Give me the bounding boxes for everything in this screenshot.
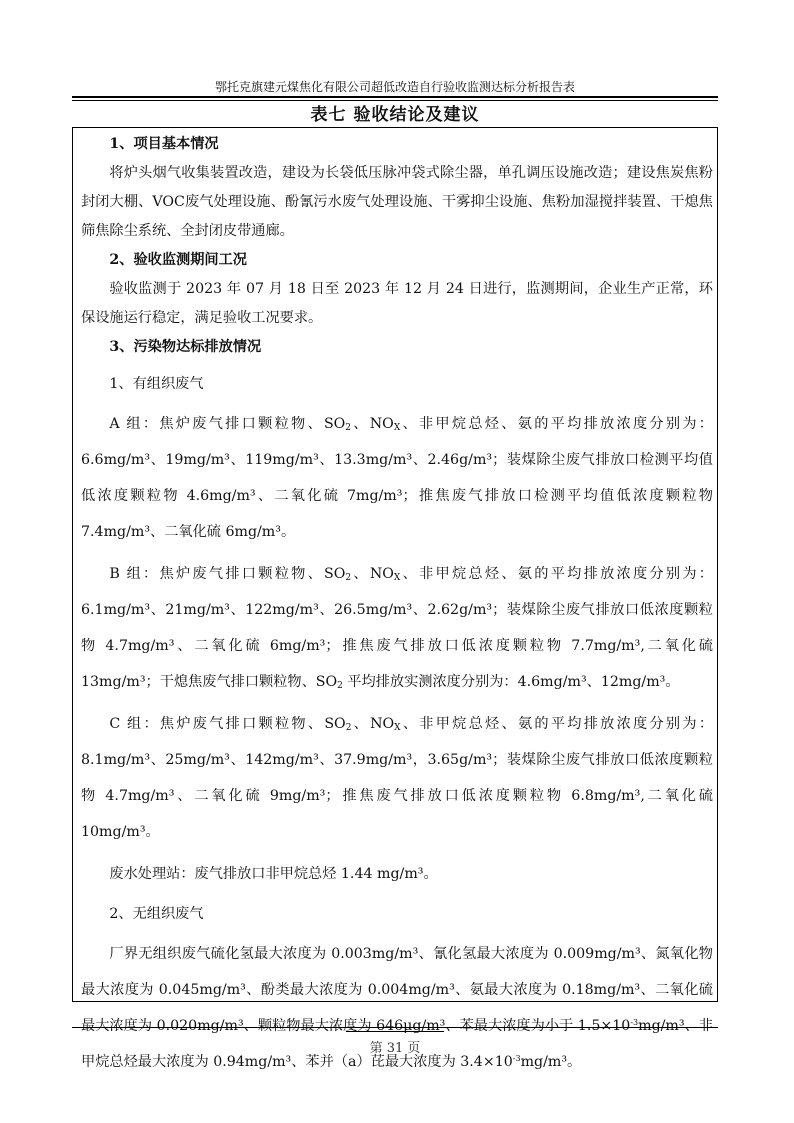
fugitive-emission-paragraph: 厂界无组织废气硫化氢最大浓度为 0.003mg/m³、氰化氢最大浓度为 0.009mg/m³、氮氧化物最大浓度为 0.045mg/m³、酚类最大浓度为 0.004mg/m³、氨最大浓度为 0.18mg/m³、二氧化硫最大浓度为 0.020mg/m³、颗粒物最大浓度为 646μg/m³、苯最大浓度为小于 $1.5\times 10^{-3}mg/m^3$、非甲烷总烃最大浓度为 0.94mg/m³、苯并（a）芘最大浓度为 $3.4\times 10^{-3}mg/m^3$。 [81, 946, 713, 1070]
group-a-paragraph: A 组：焦炉废气排口颗粒物、$SO_2$、$NO_X$、非甲烷总烃、氨的平均排放浓度分别为：6.6mg/m³、19mg/m³、119mg/m³、13.3mg/m³、2.46g/m³；装煤除尘废气排放口检测平均值低浓度颗粒物 4.6mg/m³、二氧化硫 7mg/m³；推焦废气排放口检测平均值低浓度颗粒物 7.4mg/m³、二氧化硫 6mg/m³。 [81, 416, 713, 540]
wastewater-station-text: 废水处理站：废气排放口非甲烷总烃 1.44 mg/m³。 [109, 866, 438, 882]
organized-emission-heading: 1、有组织废气 [109, 376, 204, 392]
section2-text: 验收监测于 2023 年 07 月 18 日至 2023 年 12 月 24 日进行，监测期间，企业生产正常，环保设施运行稳定，满足验收工况要求。 [81, 281, 713, 326]
header-rule-thin [72, 100, 718, 101]
section1-text: 将炉头烟气收集装置改造，建设为长袋低压脉冲袋式除尘器，单孔调压设施改造；建设焦炭焦粉封闭大棚、VOC废气处理设施、酚氰污水废气处理设施、干雾抑尘设施、焦粉加湿搅拌装置、干熄焦筛焦除尘系统、全封闭皮带通廊。 [81, 165, 713, 239]
footer-rule [72, 1027, 718, 1028]
section1-heading: 1、项目基本情况 [109, 136, 219, 152]
section2-heading: 2、验收监测期间工况 [109, 252, 247, 268]
group-c-paragraph: C 组：焦炉废气排口颗粒物、$SO_2$、$NO_X$、非甲烷总烃、氨的平均排放浓度分别为：8.1mg/m³、25mg/m³、142mg/m³、37.9mg/m³，3.65g/m³；装煤除尘废气排放口低浓度颗粒物 4.7mg/m³、二氧化硫 9mg/m³；推焦废气排放口低浓度颗粒物 6.8mg/m³,二氧化硫 10mg/m³。 [81, 716, 714, 840]
conclusion-content [81, 130, 713, 1080]
table-title: 表七 验收结论及建议 [310, 105, 480, 125]
fugitive-emission-heading: 2、无组织废气 [109, 906, 204, 922]
report-header: 鄂托克旗建元煤焦化有限公司超低改造自行验收监测达标分析报告表 [214, 80, 575, 94]
section3-heading: 3、污染物达标排放情况 [109, 339, 262, 355]
group-b-paragraph: B 组：焦炉废气排口颗粒物、$SO_2$、$NO_X$、非甲烷总烃、氨的平均排放浓度分别为：6.1mg/m³、21mg/m³、122mg/m³、26.5mg/m³、2.62g/m³；装煤除尘废气排放口低浓度颗粒物 4.7mg/m³、二氧化硫 6mg/m³；推焦废气排放口低浓度颗粒物 7.7mg/m³,二氧化硫 13mg/m³；干熄焦废气排口颗粒物、$SO_2$ 平均排放实测浓度分别为：4.6mg/m³、12mg/m³。 [81, 566, 713, 691]
page-number: 第 31 页 [369, 1041, 421, 1056]
footer-short-rule [346, 1031, 444, 1032]
header-rule [72, 96, 718, 98]
